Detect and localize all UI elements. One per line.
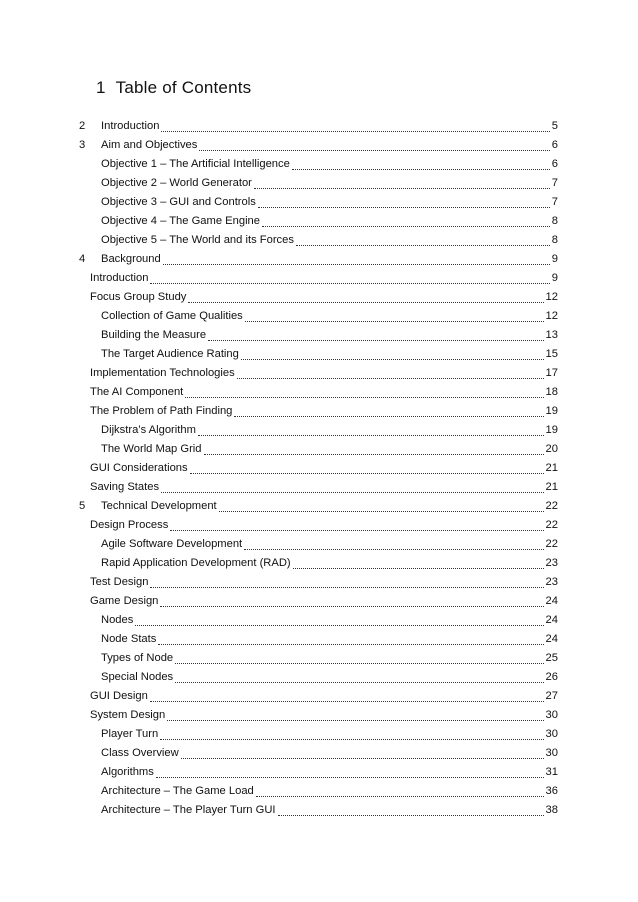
toc-entry-page: 30 <box>545 728 558 740</box>
toc-entry-link[interactable] <box>101 155 558 174</box>
toc-entry-link[interactable] <box>101 174 558 193</box>
toc-entry[interactable] <box>0 231 638 250</box>
toc-entry-link[interactable] <box>101 440 558 459</box>
toc-entry-link[interactable] <box>90 269 558 288</box>
dot-leader <box>175 662 543 664</box>
toc-entry-link[interactable] <box>101 345 558 364</box>
dot-leader <box>256 795 544 797</box>
toc-entry-link[interactable] <box>90 687 558 706</box>
dot-leader <box>158 643 543 645</box>
toc-entry-page: 36 <box>545 785 558 797</box>
dot-leader <box>161 130 549 132</box>
toc-entry[interactable] <box>0 611 638 630</box>
toc-entry-title: Game Design <box>90 595 159 607</box>
toc-entry-page: 8 <box>551 234 558 246</box>
toc-entry-title: GUI Considerations <box>90 462 188 474</box>
toc-entry-link[interactable] <box>101 250 558 269</box>
toc-entry-link[interactable] <box>101 136 558 155</box>
toc-entry-link[interactable] <box>90 459 558 478</box>
dot-leader <box>181 757 544 759</box>
toc-entry-link[interactable] <box>101 554 558 573</box>
toc-entry-page: 7 <box>551 196 558 208</box>
toc-entry[interactable] <box>0 478 638 497</box>
toc-entry-link[interactable] <box>90 706 558 725</box>
toc-entry[interactable] <box>0 307 638 326</box>
toc-entry-page: 19 <box>545 405 558 417</box>
toc-entry-page: 24 <box>545 595 558 607</box>
toc-entry-title: Nodes <box>101 614 134 626</box>
toc-entry-title: Focus Group Study <box>90 291 187 303</box>
dot-leader <box>163 263 550 265</box>
toc-entry[interactable] <box>0 174 638 193</box>
dot-leader <box>150 282 549 284</box>
toc-entry[interactable] <box>0 269 638 288</box>
toc-entry-link[interactable] <box>101 212 558 231</box>
dot-leader <box>167 719 543 721</box>
toc-entry-link[interactable] <box>90 478 558 497</box>
toc-entry-title: Rapid Application Development (RAD) <box>101 557 291 569</box>
toc-entry-title: Objective 3 – GUI and Controls <box>101 196 256 208</box>
toc-entry[interactable] <box>0 554 638 573</box>
toc-entry-page: 12 <box>545 310 558 322</box>
toc-entry-title: Objective 1 – The Artificial Intelligence <box>101 158 290 170</box>
toc-entry-page: 19 <box>545 424 558 436</box>
toc-entry-title: The AI Component <box>90 386 184 398</box>
dot-leader <box>292 168 550 170</box>
toc-entry-title: Introduction <box>90 272 149 284</box>
toc-entry-number: 4 <box>79 253 86 265</box>
toc-entry-link[interactable] <box>90 573 558 592</box>
dot-leader <box>244 548 543 550</box>
toc-entry-title: Node Stats <box>101 633 157 645</box>
toc-entry-title: Building the Measure <box>101 329 207 341</box>
toc-entry[interactable] <box>0 402 638 421</box>
toc-entry[interactable] <box>0 706 638 725</box>
toc-entry[interactable] <box>0 288 638 307</box>
dot-leader <box>293 567 544 569</box>
dot-leader <box>219 510 544 512</box>
toc-entry[interactable] <box>0 801 638 820</box>
dot-leader <box>170 529 543 531</box>
toc-entry-title: Architecture – The Player Turn GUI <box>101 804 276 816</box>
toc-entry-link[interactable] <box>101 535 558 554</box>
toc-entry-title: Algorithms <box>101 766 154 778</box>
dot-leader <box>150 586 543 588</box>
toc-entry-title: Collection of Game Qualities <box>101 310 243 322</box>
toc-entry-link[interactable] <box>101 725 558 744</box>
toc-entry-title: Introduction <box>101 120 160 132</box>
toc-entry[interactable] <box>0 345 638 364</box>
toc-entry[interactable] <box>0 364 638 383</box>
dot-leader <box>204 453 544 455</box>
toc-entry-page: 22 <box>545 500 558 512</box>
dot-leader <box>198 434 544 436</box>
toc-entry-page: 24 <box>545 633 558 645</box>
toc-entry-title: Special Nodes <box>101 671 174 683</box>
toc-entry-page: 6 <box>551 158 558 170</box>
toc-heading-text: Table of Contents <box>115 78 252 97</box>
toc-entry-link[interactable] <box>101 782 558 801</box>
toc-entry-link[interactable] <box>101 307 558 326</box>
dot-leader <box>188 301 543 303</box>
toc-entry[interactable] <box>0 573 638 592</box>
toc-entry-page: 22 <box>545 538 558 550</box>
toc-entry[interactable] <box>0 725 638 744</box>
toc-entry-title: System Design <box>90 709 166 721</box>
toc-entry-page: 25 <box>545 652 558 664</box>
toc-entry-page: 9 <box>551 272 558 284</box>
toc-entry-link[interactable] <box>101 744 558 763</box>
toc-entry-link[interactable] <box>90 592 558 611</box>
toc-entry-page: 7 <box>551 177 558 189</box>
toc-entry-title: Test Design <box>90 576 149 588</box>
toc-entry-page: 23 <box>545 557 558 569</box>
toc-entry[interactable] <box>0 250 638 269</box>
toc-entry-link[interactable] <box>101 117 558 136</box>
toc-entry-page: 5 <box>551 120 558 132</box>
toc-entry-title: Architecture – The Game Load <box>101 785 254 797</box>
dot-leader <box>160 605 543 607</box>
dot-leader <box>278 814 544 816</box>
toc-entry[interactable] <box>0 782 638 801</box>
toc-entry-page: 31 <box>545 766 558 778</box>
toc-entry-page: 20 <box>545 443 558 455</box>
toc-entry[interactable] <box>0 459 638 478</box>
toc-entry[interactable] <box>0 326 638 345</box>
toc-entry-title: Player Turn <box>101 728 159 740</box>
toc-entry-title: Implementation Technologies <box>90 367 235 379</box>
toc-entry-page: 24 <box>545 614 558 626</box>
dot-leader <box>150 700 544 702</box>
toc-entry-page: 26 <box>545 671 558 683</box>
toc-entry-title: Background <box>101 253 161 265</box>
toc-entry-title: Design Process <box>90 519 169 531</box>
toc-entry-link[interactable] <box>101 611 558 630</box>
toc-entry[interactable] <box>0 155 638 174</box>
toc-entry-title: Types of Node <box>101 652 174 664</box>
toc-entry-page: 38 <box>545 804 558 816</box>
toc-entry-title: Agile Software Development <box>101 538 243 550</box>
toc-entry[interactable] <box>0 516 638 535</box>
toc-entry-link[interactable] <box>101 326 558 345</box>
toc-entry[interactable] <box>0 421 638 440</box>
toc-entry-page: 13 <box>545 329 558 341</box>
toc-entry-page: 23 <box>545 576 558 588</box>
toc-entry-link[interactable] <box>90 288 558 307</box>
toc-entry-title: Saving States <box>90 481 160 493</box>
dot-leader <box>258 206 550 208</box>
toc-entry-link[interactable] <box>101 630 558 649</box>
toc-entry-link[interactable] <box>101 231 558 250</box>
toc-entry-link[interactable] <box>90 364 558 383</box>
dot-leader <box>245 320 544 322</box>
dot-leader <box>161 491 544 493</box>
toc-entry-link[interactable] <box>101 497 558 516</box>
toc-entry-page: 15 <box>545 348 558 360</box>
toc-entry-page: 30 <box>545 747 558 759</box>
dot-leader <box>208 339 543 341</box>
toc-entry[interactable] <box>0 136 638 155</box>
toc-entry[interactable] <box>0 117 638 136</box>
toc-entry-page: 21 <box>545 481 558 493</box>
toc-entry-page: 27 <box>545 690 558 702</box>
toc-entry-number: 3 <box>79 139 86 151</box>
toc-entry[interactable] <box>0 212 638 231</box>
toc-entry-page: 18 <box>545 386 558 398</box>
toc-entry[interactable] <box>0 440 638 459</box>
toc-entry[interactable] <box>0 497 638 516</box>
dot-leader <box>190 472 544 474</box>
toc-entry-page: 22 <box>545 519 558 531</box>
toc-entry-page: 21 <box>545 462 558 474</box>
toc-entry-title: Objective 5 – The World and its Forces <box>101 234 294 246</box>
toc-entry[interactable] <box>0 763 638 782</box>
toc-entry-link[interactable] <box>90 383 558 402</box>
toc-entry-title: The Problem of Path Finding <box>90 405 233 417</box>
toc-entry-page: 9 <box>551 253 558 265</box>
toc-entry[interactable] <box>0 630 638 649</box>
toc-entry-link[interactable] <box>101 801 558 820</box>
toc-entry-link[interactable] <box>101 668 558 687</box>
dot-leader <box>254 187 550 189</box>
toc-entry-page: 17 <box>545 367 558 379</box>
toc-entry-page: 8 <box>551 215 558 227</box>
toc-entry-number: 5 <box>79 500 86 512</box>
dot-leader <box>175 681 543 683</box>
toc-entry-title: Objective 2 – World Generator <box>101 177 252 189</box>
dot-leader <box>185 396 543 398</box>
dot-leader <box>241 358 544 360</box>
toc-heading-number: 1 <box>96 78 106 97</box>
toc-entry[interactable] <box>0 687 638 706</box>
dot-leader <box>237 377 544 379</box>
toc-entry-number: 2 <box>79 120 86 132</box>
toc-entry-link[interactable] <box>90 516 558 535</box>
dot-leader <box>234 415 543 417</box>
table-of-contents <box>0 117 638 820</box>
dot-leader <box>156 776 544 778</box>
toc-entry-link[interactable] <box>101 193 558 212</box>
toc-entry-title: The Target Audience Rating <box>101 348 239 360</box>
toc-entry-page: 12 <box>545 291 558 303</box>
toc-entry[interactable] <box>0 668 638 687</box>
toc-entry-link[interactable] <box>90 402 558 421</box>
toc-entry-title: Class Overview <box>101 747 179 759</box>
toc-entry-link[interactable] <box>101 421 558 440</box>
toc-entry-title: Technical Development <box>101 500 217 512</box>
toc-entry-page: 6 <box>551 139 558 151</box>
toc-entry[interactable] <box>0 193 638 212</box>
toc-entry-link[interactable] <box>101 763 558 782</box>
dot-leader <box>135 624 543 626</box>
toc-entry-title: Objective 4 – The Game Engine <box>101 215 260 227</box>
toc-heading <box>96 78 251 98</box>
dot-leader <box>160 738 543 740</box>
dot-leader <box>199 149 549 151</box>
dot-leader <box>296 244 550 246</box>
toc-entry-title: The World Map Grid <box>101 443 202 455</box>
toc-entry-page: 30 <box>545 709 558 721</box>
toc-entry-link[interactable] <box>101 649 558 668</box>
toc-entry[interactable] <box>0 744 638 763</box>
dot-leader <box>262 225 550 227</box>
toc-entry-title: Aim and Objectives <box>101 139 198 151</box>
toc-entry[interactable] <box>0 649 638 668</box>
toc-entry-title: GUI Design <box>90 690 148 702</box>
toc-entry[interactable] <box>0 535 638 554</box>
toc-entry-title: Dijkstra’s Algorithm <box>101 424 196 436</box>
toc-entry[interactable] <box>0 383 638 402</box>
toc-entry[interactable] <box>0 592 638 611</box>
